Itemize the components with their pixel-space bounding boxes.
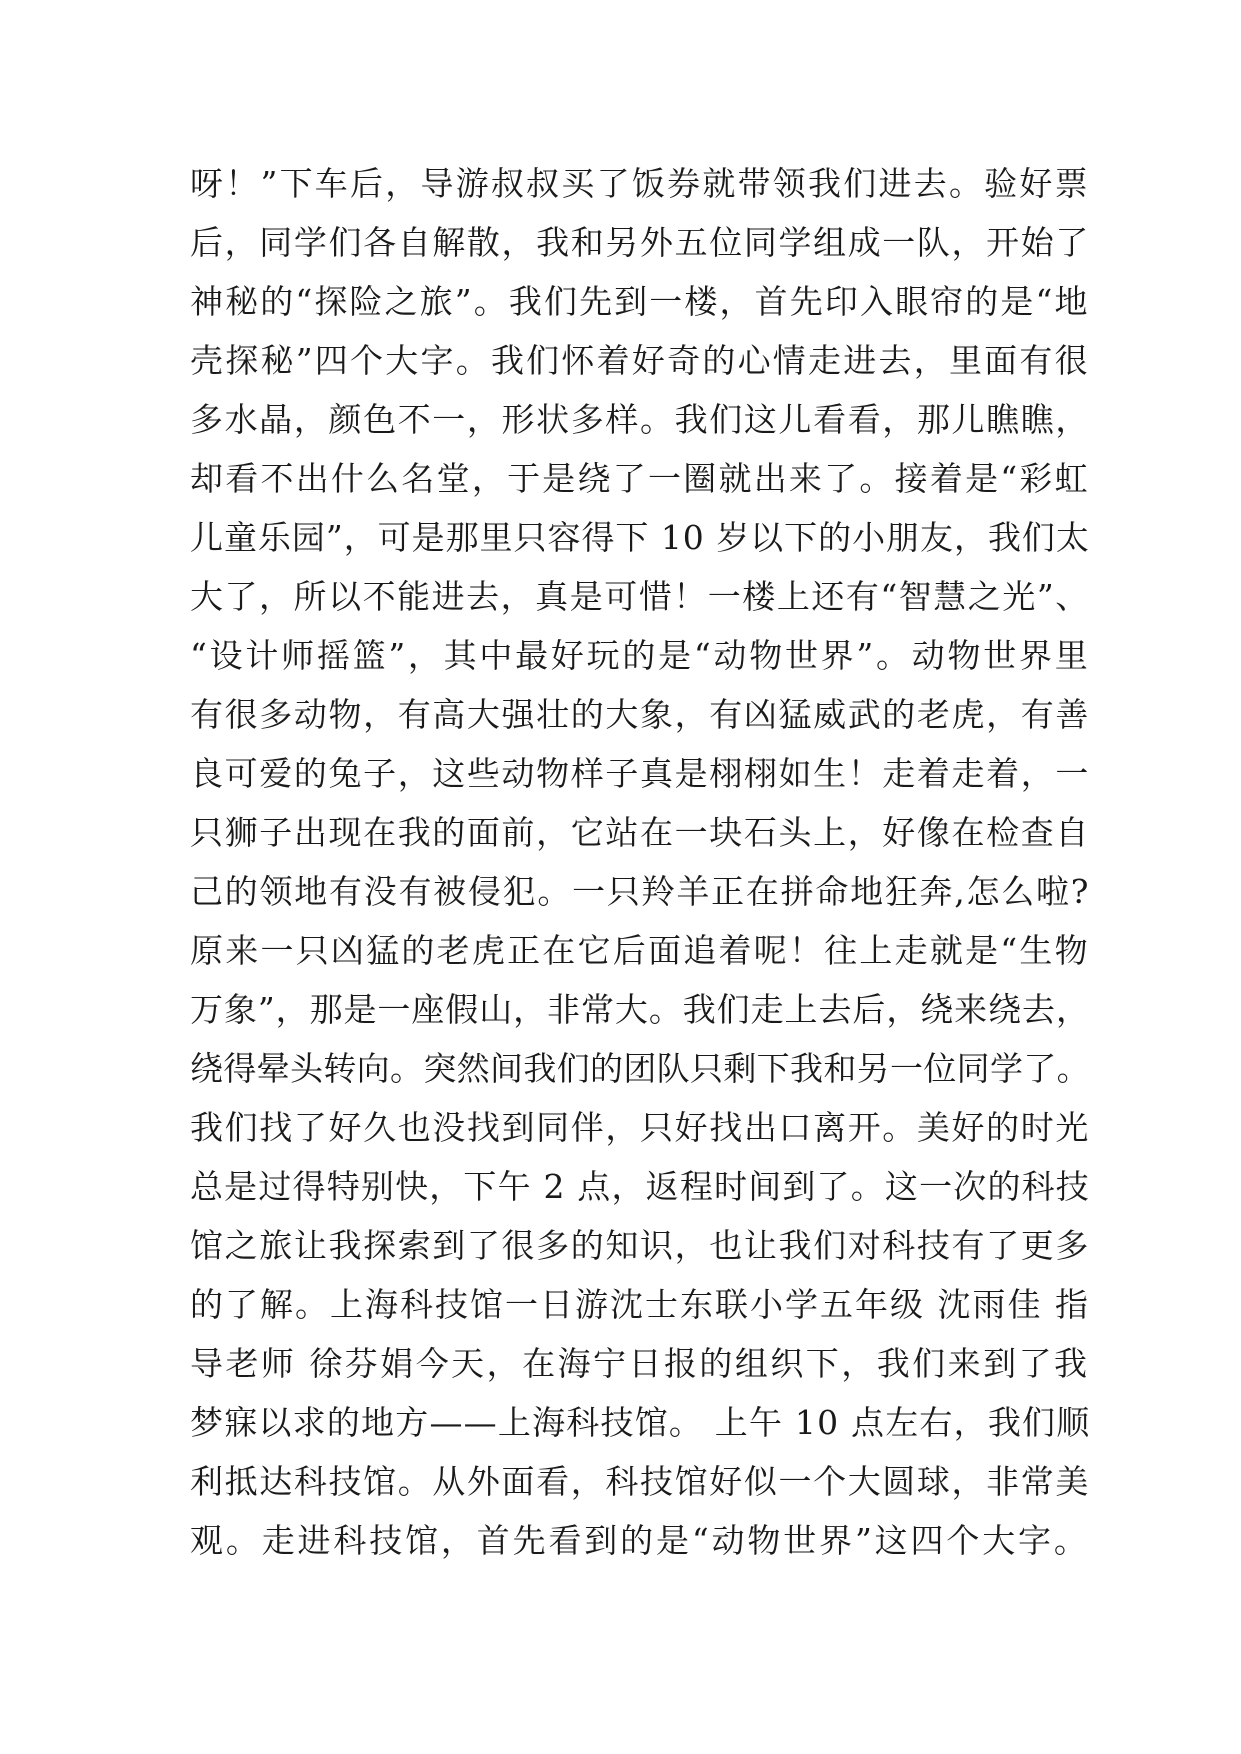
text-line: “设计师摇篮”，其中最好玩的是“动物世界”。动物世界里 (190, 636, 1091, 675)
text-line: 梦寐以求的地方——上海科技馆。 上午 10 点左右，我们顺 (190, 1403, 1091, 1442)
text-line: 原来一只凶猛的老虎正在它后面追着呢！往上走就是“生物 (190, 931, 1090, 970)
text-line: 导老师 徐芬娟今天，在海宁日报的组织下，我们来到了我 (190, 1344, 1090, 1383)
text-line: 万象”，那是一座假山，非常大。我们走上去后，绕来绕去， (190, 990, 1090, 1029)
text-line: 的了解。上海科技馆一日游沈士东联小学五年级 沈雨佳 指 (190, 1285, 1090, 1324)
text-line: 我们找了好久也没找到同伴，只好找出口离开。美好的时光 (190, 1108, 1090, 1147)
text-line: 馆之旅让我探索到了很多的知识，也让我们对科技有了更多 (190, 1226, 1090, 1265)
text-line: 利抵达科技馆。从外面看，科技馆好似一个大圆球，非常美 (190, 1462, 1090, 1501)
text-line: 己的领地有没有被侵犯。一只羚羊正在拼命地狂奔,怎么啦? (190, 872, 1091, 911)
text-line: 总是过得特别快，下午 2 点，返程时间到了。这一次的科技 (190, 1167, 1090, 1206)
text-line: 呀！”下车后，导游叔叔买了饭券就带领我们进去。验好票 (190, 164, 1090, 203)
text-line: 只狮子出现在我的面前，它站在一块石头上，好像在检查自 (190, 813, 1090, 852)
text-line: 良可爱的兔子，这些动物样子真是栩栩如生！走着走着，一 (190, 754, 1090, 793)
text-line: 儿童乐园”，可是那里只容得下 10 岁以下的小朋友，我们太 (190, 518, 1090, 557)
text-line: 后，同学们各自解散，我和另外五位同学组成一队，开始了 (190, 223, 1090, 262)
text-line: 观。走进科技馆，首先看到的是“动物世界”这四个大字。 (190, 1521, 1090, 1560)
text-line: 壳探秘”四个大字。我们怀着好奇的心情走进去，里面有很 (190, 341, 1090, 380)
text-line: 神秘的“探险之旅”。我们先到一楼，首先印入眼帘的是“地 (190, 282, 1090, 321)
text-line: 多水晶，颜色不一，形状多样。我们这儿看看，那儿瞧瞧， (190, 400, 1090, 439)
body-text (190, 160, 1090, 1580)
text-line: 有很多动物，有高大强壮的大象，有凶猛威武的老虎，有善 (190, 695, 1090, 734)
text-line: 绕得晕头转向。突然间我们的团队只剩下我和另一位同学了。 (190, 1049, 1090, 1088)
text-line: 大了，所以不能进去，真是可惜！一楼上还有“智慧之光”、 (190, 577, 1090, 616)
text-line: 却看不出什么名堂，于是绕了一圈就出来了。接着是“彩虹 (190, 459, 1090, 498)
